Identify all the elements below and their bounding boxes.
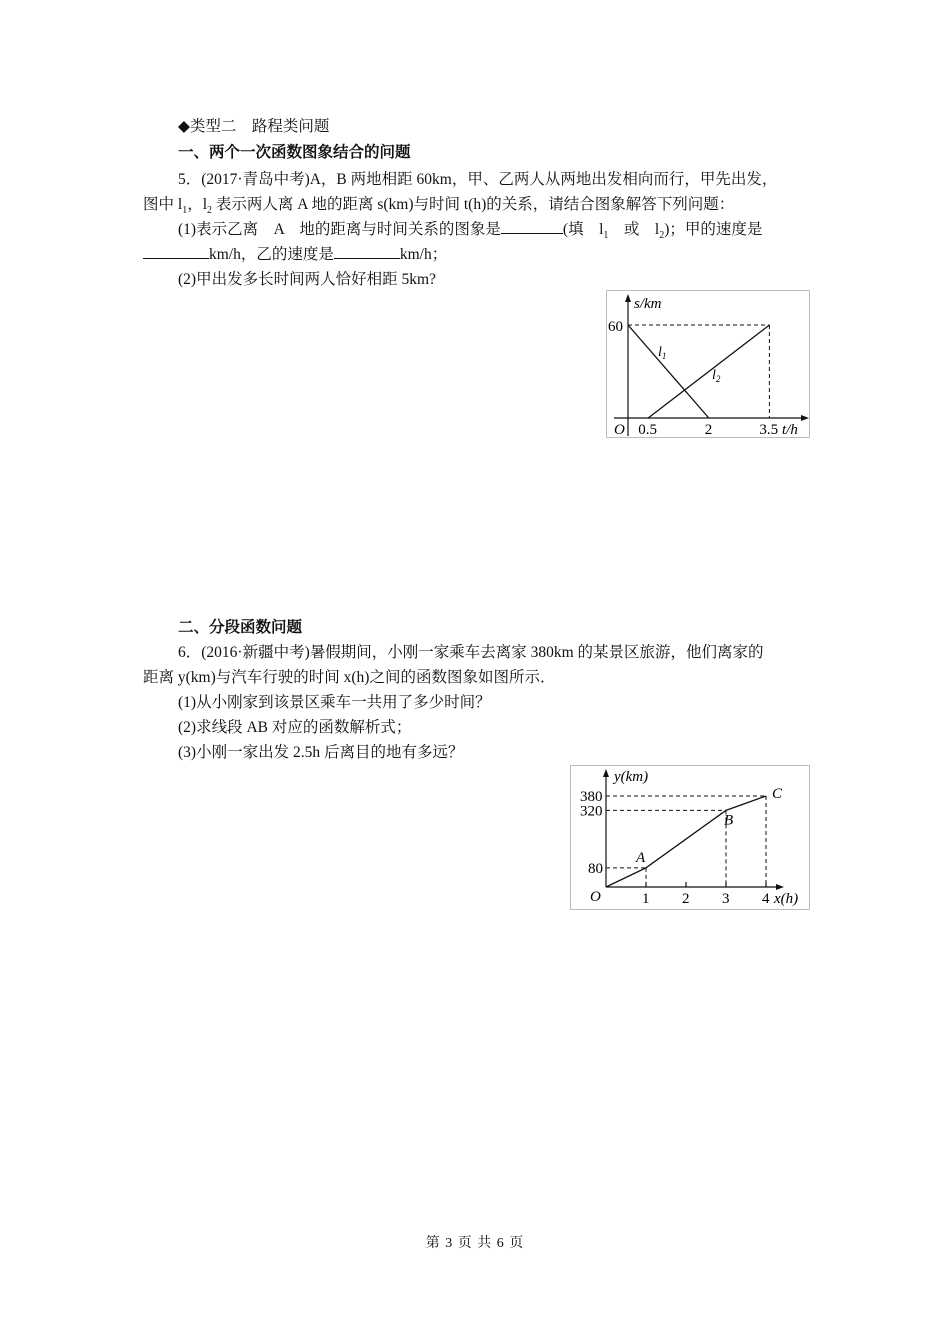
series-l2 [648,325,769,418]
x-tick-label: 2 [682,891,690,907]
origin-label: O [614,422,625,438]
guide-lines [628,325,769,418]
q5-part1-line2: km/h，乙的速度是 km/h； [143,245,447,265]
x-tick-label: 3 [722,891,730,907]
answer-blank[interactable] [143,245,209,259]
x-tick-labels [638,422,778,438]
y-tick-label: 320 [580,803,603,820]
series-l1 [628,325,709,418]
page-footer: 第 3 页 共 6 页 [425,1236,525,1251]
q5-part1-line1: (1)表示乙离 A 地的距离与时间关系的图象是 (填 $l_1$ 或 $l_2$)；甲的速度是 [178,221,763,241]
q5-line1: 5．(2017·青岛中考)A，B 两地相距 60km，甲、乙两人从两地出发相向而行，甲先出发， [178,171,778,188]
tick-and-point-labels [580,786,783,907]
x-tick-label: 4 [762,891,770,907]
series-line [606,796,766,887]
distance-time-chart [606,290,810,438]
x-tick-label: 1 [642,891,650,907]
q6-part2: (2)求线段 AB 对应的函数解析式； [178,719,412,736]
x-axis-label: x(h) [774,891,799,907]
q5-line2: 图中 $l_1$，$l_2$ 表示两人离 A 地的距离 s(km)与时间 t(h)的关系，请结合图象解答下列问题： [143,196,735,216]
origin-label: O [590,889,601,905]
axis-ticks [646,882,766,887]
chart-frame [607,291,810,438]
part1-heading: 一、两个一次函数图象结合的问题 [178,144,411,161]
y-tick-label: 60 [608,319,623,335]
line-label-l1: $l_1$ [658,345,667,361]
y-tick-label: 380 [580,788,603,805]
q6-line1: 6．(2016·新疆中考)暑假期间，小刚一家乘车去离家 380km 的某景区旅游，他们离家的 [178,644,764,661]
answer-blank[interactable] [334,245,400,259]
y-axis-label: y(km) [614,769,649,785]
section-type-heading: ◆类型二 路程类问题 [178,118,330,135]
series-lines [628,325,769,418]
guide-lines [606,796,766,887]
series-OABC [606,796,766,887]
x-tick-label: 0.5 [638,422,657,438]
answer-blank[interactable] [501,220,563,234]
x-tick-label: 3.5 [759,422,779,438]
point-label-A: A [636,849,646,866]
point-label-C: C [772,785,783,802]
y-axis-arrow-icon [603,769,609,777]
point-label-B: B [724,812,734,829]
part2-heading: 二、分段函数问题 [178,619,303,636]
line-label-l2: $l_2$ [712,368,721,384]
x-axis-label: t/h [782,422,798,438]
x-axis-arrow-icon [776,884,784,890]
q6-part3: (3)小刚一家出发 2.5h 后离目的地有多远？ [178,744,464,761]
q6-part1: (1)从小刚家到该景区乘车一共用了多少时间？ [178,694,491,711]
q5-part2: (2)甲出发多长时间两人恰好相距 5km? [178,271,436,288]
y-axis-label: s/km [634,296,662,312]
x-tick-label: 2 [704,422,713,438]
x-axis-arrow-icon [801,415,809,421]
y-tick-label: 80 [588,860,603,877]
y-axis-arrow-icon [625,294,631,302]
trip-distance-chart [570,765,810,910]
q6-line2: 距离 y(km)与汽车行驶的时间 x(h)之间的函数图象如图所示． [143,669,556,686]
